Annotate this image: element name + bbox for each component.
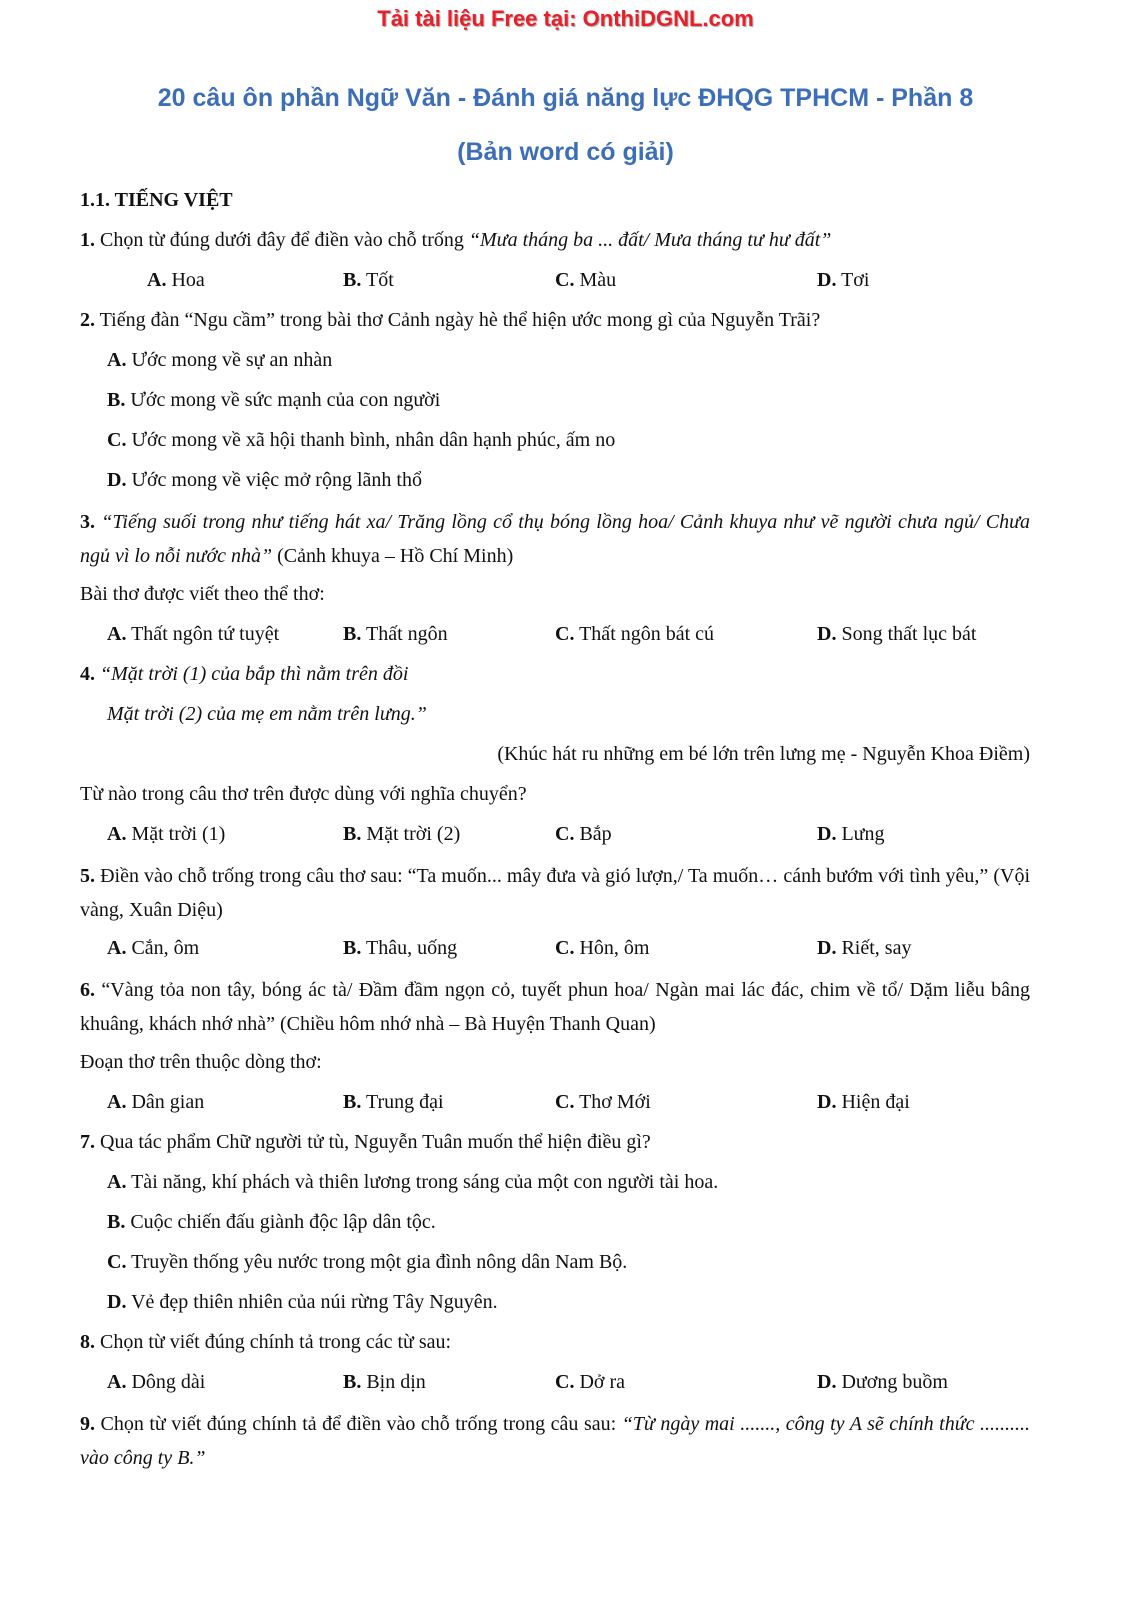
question-number: 1. <box>80 229 95 251</box>
question-number: 9. <box>80 1413 95 1435</box>
option-a: A. Thất ngôn tứ tuyệt <box>107 623 280 645</box>
option-a: A. Dông dài <box>107 1371 206 1393</box>
question-8 <box>80 1327 1030 1367</box>
option-c: C. Bắp <box>555 823 612 845</box>
options-row <box>80 1367 1030 1407</box>
option-d: D. Song thất lục bát <box>817 623 977 645</box>
options-row <box>80 265 1030 305</box>
question-quote: “Mưa tháng ba ... đất/ Mưa tháng tư hư đất” <box>468 229 832 251</box>
option-d: D. Dương buồm <box>817 1371 948 1393</box>
option-a: A. Dân gian <box>107 1091 205 1113</box>
question-source: (Khúc hát ru những em bé lớn trên lưng mẹ - Nguyễn Khoa Điềm) <box>497 743 1030 765</box>
option-d: D. Riết, say <box>817 937 912 959</box>
question-text: Chọn từ viết đúng chính tả trong các từ sau: <box>100 1331 452 1353</box>
option-a: A. Hoa <box>147 269 205 291</box>
question-quote: “Từ ngày mai ......., công ty A sẽ chính thức .......... vào công ty B.” <box>80 1413 1031 1469</box>
option-c: C. Hôn, ôm <box>555 937 650 959</box>
option-d: D. Tơi <box>817 269 870 291</box>
section-heading: 1.1. TIẾNG VIỆT <box>80 189 233 211</box>
question-number: 8. <box>80 1331 95 1353</box>
poem-line-2: Mặt trời (2) của mẹ em nằm trên lưng.” <box>107 703 427 725</box>
option-d: D. Lưng <box>817 823 885 845</box>
question-2 <box>80 305 1030 345</box>
option-d: D. Vẻ đẹp thiên nhiên của núi rừng Tây Nguyên. <box>107 1291 498 1313</box>
question-5 <box>80 859 1030 927</box>
question-text: Chọn từ viết đúng chính tả để điền vào chỗ trống trong câu sau: <box>100 1413 617 1435</box>
option-b: B. Tốt <box>343 269 394 291</box>
question-number: 7. <box>80 1131 95 1153</box>
poem-line-2-row <box>80 699 1030 739</box>
question-source: (Cảnh khuya – Hồ Chí Minh) <box>272 545 514 567</box>
option-b: B. Trung đại <box>343 1091 444 1113</box>
question-7 <box>80 1127 1030 1167</box>
question-quote: “Tiếng suối trong như tiếng hát xa/ Trăng lồng cổ thụ bóng lồng hoa/ Cảnh khuya như vẽ người chưa ngủ/ Chưa ngủ vì lo nỗi nước nhà” <box>80 511 1031 567</box>
question-prompt: Đoạn thơ trên thuộc dòng thơ: <box>80 1051 322 1073</box>
option-b: B. Cuộc chiến đấu giành độc lập dân tộc. <box>107 1211 436 1233</box>
options-row <box>80 933 1030 973</box>
options-row <box>80 619 1030 659</box>
option-b: B. Thất ngôn <box>343 623 448 645</box>
options-row <box>80 819 1030 859</box>
poem-line-1: “Mặt trời (1) của bắp thì nằm trên đồi <box>100 663 409 685</box>
question-text: Tiếng đàn “Ngu cầm” trong bài thơ Cảnh ngày hè thể hiện ước mong gì của Nguyễn Trãi? <box>99 309 821 331</box>
question-1 <box>80 225 1030 265</box>
question-text: Điền vào chỗ trống trong câu thơ sau: “Ta muốn... mây đưa và gió lượn,/ Ta muốn… cánh bướm với tình yêu,” (Vội vàng, Xuân Diệu) <box>80 865 1030 921</box>
option-d: D. Hiện đại <box>817 1091 910 1113</box>
option-b: B. Ước mong về sức mạnh của con người <box>107 389 441 411</box>
option-c: C. Ước mong về xã hội thanh bình, nhân dân hạnh phúc, ấm no <box>107 429 616 451</box>
option-c: C. Truyền thống yêu nước trong một gia đình nông dân Nam Bộ. <box>107 1251 628 1273</box>
option-b: B. Thâu, uống <box>343 937 458 959</box>
question-prompt: Bài thơ được viết theo thể thơ: <box>80 583 325 605</box>
option-a: A. Mặt trời (1) <box>107 823 226 845</box>
option-c: C. Dở ra <box>555 1371 626 1393</box>
option-b: B. Bịn dịn <box>343 1371 426 1393</box>
document-title: 20 câu ôn phần Ngữ Văn - Đánh giá năng lực ĐHQG TPHCM - Phần 8 <box>157 84 974 112</box>
question-number: 5. <box>80 865 95 887</box>
options-row <box>80 1087 1030 1127</box>
question-6 <box>80 973 1030 1041</box>
question-text: “Vàng tỏa non tây, bóng ác tà/ Đầm đầm ngọn cỏ, tuyết phun hoa/ Ngàn mai lác đác, chim về tổ/ Dặm liễu bâng khuâng, khách nhớ nhà” (Chiều hôm nhớ nhà – Bà Huyện Thanh Quan) <box>80 979 1031 1035</box>
option-c: C. Thơ Mới <box>555 1091 651 1113</box>
question-number: 3. <box>80 511 95 533</box>
option-c: C. Thất ngôn bát cú <box>555 623 715 645</box>
option-c: C. Màu <box>555 269 617 291</box>
download-banner[interactable]: Tải tài liệu Free tại: OnthiDGNL.com <box>377 6 754 31</box>
question-prompt: Từ nào trong câu thơ trên được dùng với nghĩa chuyển? <box>80 783 527 805</box>
document-subtitle: (Bản word có giải) <box>457 138 674 166</box>
option-a: A. Cắn, ôm <box>107 937 200 959</box>
document-body <box>80 185 1030 1481</box>
question-number: 4. <box>80 663 95 685</box>
question-number: 2. <box>80 309 95 331</box>
option-a: A. Tài năng, khí phách và thiên lương trong sáng của một con người tài hoa. <box>107 1171 719 1193</box>
question-text: Qua tác phẩm Chữ người tử tù, Nguyễn Tuân muốn thể hiện điều gì? <box>100 1131 651 1153</box>
question-3 <box>80 505 1030 573</box>
option-d: D. Ước mong về việc mở rộng lãnh thổ <box>107 469 422 491</box>
option-b: B. Mặt trời (2) <box>343 823 461 845</box>
question-4 <box>80 659 1030 699</box>
question-text: Chọn từ đúng dưới đây để điền vào chỗ trống <box>100 229 464 251</box>
question-9 <box>80 1407 1030 1475</box>
question-number: 6. <box>80 979 95 1001</box>
option-a: A. Ước mong về sự an nhàn <box>107 349 333 371</box>
